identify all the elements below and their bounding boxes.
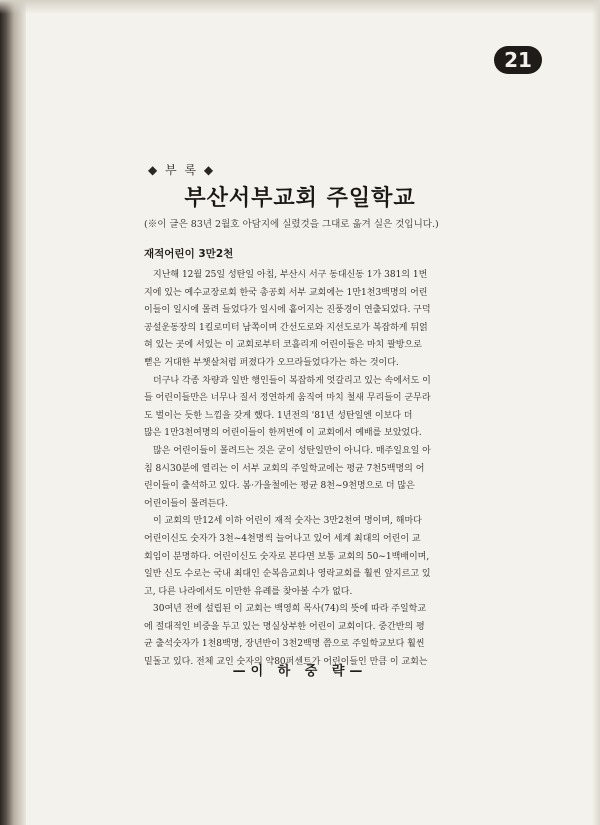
body-line: 많은 1만3천여명의 어린이들이 한꺼번에 이 교회에서 예배를 보았었다. (144, 428, 422, 439)
body-line: 침 8시30분에 열리는 이 서부 교회의 주일학교에는 평균 7천5백명의 어 (144, 463, 425, 474)
source-note: (※이 글은 83년 2월호 아담지에 실렸것을 그대로 옮겨 실은 것입니다.) (144, 219, 439, 230)
top-shadow (0, 0, 600, 14)
body-line: 혀 있는 곳에 서있는 이 교회로부터 코흘리게 어린이들은 마치 팔방으로 (144, 340, 422, 351)
body-line: 어린이들이 몰려든다. (144, 498, 228, 509)
body-line: 지에 있는 예수교장로회 한국 총공회 서부 교회에는 1만1천3백명의 어린 (144, 287, 428, 298)
body-line: 지난해 12월 25일 성탄일 아침, 부산시 서구 동대신동 1가 381의 1번 (153, 270, 428, 280)
page-number-badge: 21 (494, 46, 542, 74)
right-edge-shadow (592, 0, 600, 825)
body-line: 균 출석숫자가 1천8백명, 장년반이 3천2백명 쯤으로 주일학교보다 훨씬 (144, 639, 425, 650)
body-line: 도 벌이는 듯한 느낌을 갖게 했다. 1년전의 '81년 성탄일엔 이보다 더 (144, 410, 413, 421)
body-line: 밑돌고 있다. 전체 교인 숫자의 약80퍼센트가 어린이들인 만큼 이 교회는 (144, 657, 428, 668)
continued-label: —이 하 중 략— (232, 664, 368, 679)
body-line: 일반 신도 수로는 국내 최대인 순복음교회나 영락교회를 훨씬 앞지르고 있 (144, 569, 431, 580)
article-title: 부산서부교회 주일학교 (184, 186, 416, 211)
body-line: 공설운동장의 1킬로미터 남쪽이며 간선도로와 지선도로가 복잡하게 뒤얽 (144, 322, 428, 333)
article-body (144, 267, 460, 672)
body-line: 이 교회의 만12세 이하 어린이 재적 숫자는 3만2천여 명이며, 해마다 (153, 516, 422, 527)
body-line: 회임이 분명하다. 어린이신도 숫자로 본다면 보통 교회의 50~1백배이며, (144, 551, 430, 562)
body-line: 30여년 전에 설립된 이 교회는 백영희 목사(74)의 뜻에 따라 주일학교 (153, 604, 427, 615)
body-line: 이들이 일시에 몰려 들었다가 일시에 흩어지는 진풍경이 연출되었다. 구덕 (144, 305, 431, 316)
body-line: 많은 어린이들이 몰려드는 것은 굳이 성탄일만이 아니다. 매주일요일 아 (153, 445, 431, 456)
body-line: 들 어린이들만은 너무나 질서 정연하게 움직여 마치 철새 무리들이 군무라 (144, 393, 431, 404)
section-subheading: 재적어린이 3만2천 (144, 248, 234, 260)
body-line: 어린이신도 숫자가 3천~4천명씩 늘어나고 있어 세계 최대의 어린이 교 (144, 533, 421, 544)
body-line: 더구나 각종 차량과 일반 행인들이 복잡하게 엇갈리고 있는 속에서도 이 (153, 375, 431, 386)
body-line: 뻗은 거대한 부챗살처럼 퍼졌다가 오므라들었다가는 하는 것이다. (144, 357, 399, 368)
appendix-label: ◆ 부 록 ◆ (148, 163, 216, 177)
body-line: 에 절대적인 비중을 두고 있는 명실상부한 어린이 교회이다. 중간반의 평 (144, 621, 425, 632)
body-line: 린이들이 출석하고 있다. 봄·가을철에는 평균 8천~9천명으로 더 많은 (144, 481, 415, 492)
binding-shadow (0, 0, 26, 825)
body-line: 고, 다른 나라에서도 이만한 유례를 찾아볼 수가 없다. (144, 586, 353, 597)
